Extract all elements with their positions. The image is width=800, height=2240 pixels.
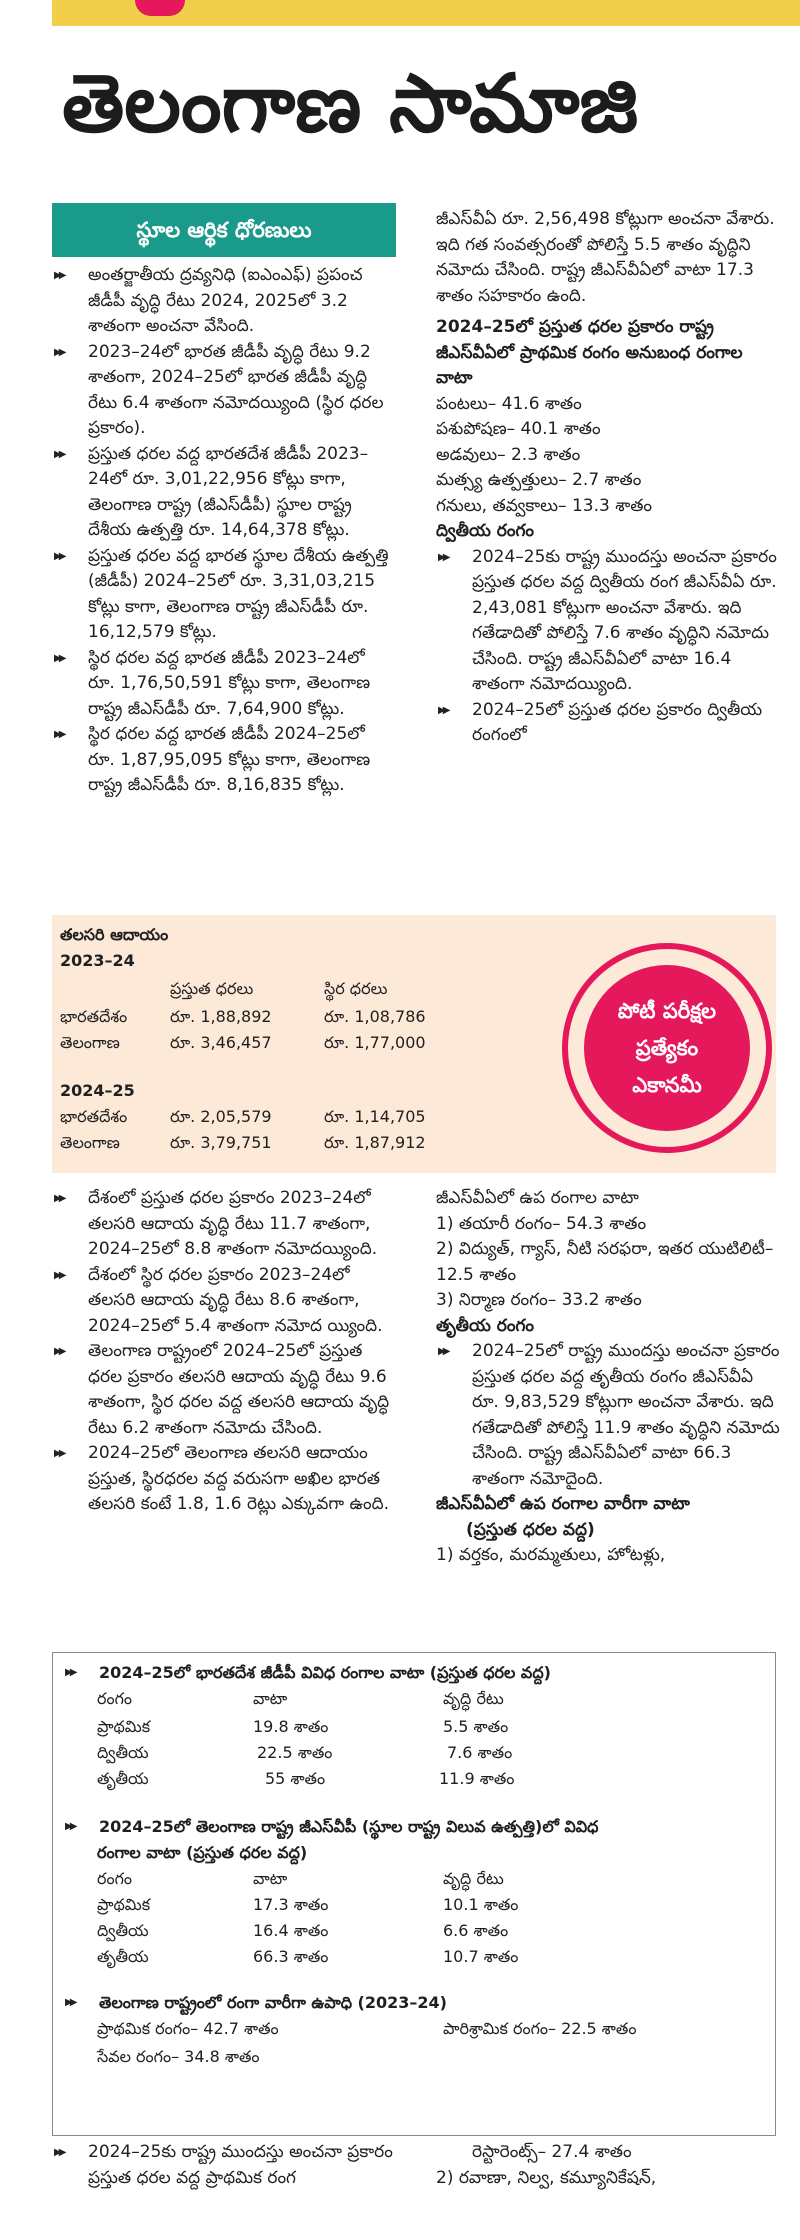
cell-value: రూ. 1,87,912	[324, 1133, 426, 1152]
list-item: 1) వర్తకం, మరమ్మతులు, హోటళ్లు,	[436, 1545, 666, 1565]
box-heading: ▶▶ 2024–25లో భారతదేశ జీడీపీ వివిధ రంగాల వాటా (ప్రస్తుత ధరల వద్ద)	[63, 1661, 551, 1685]
column-header: ప్రస్తుత ధరలు	[170, 979, 254, 998]
badge-line: ఎకానమీ	[632, 1072, 702, 1097]
cell-value: ప్రాథమిక రంగం– 42.7 శాతం	[97, 2019, 279, 2038]
cell-value: 66.3 శాతం	[253, 1947, 329, 1966]
list-item: ▶▶ 2024–25కు రాష్ట్ర ముందస్తు అంచనా ప్రకారం ప్రస్తుత ధరల వద్ద ద్వితీయ రంగ జీఎస్‌వీఏ రూ. 2,43,081 కోట్లుగా అంచనా వేశారు. ఇది గతేడాదితో పోలిస్తే 7.6 శాతం వృద్ధిని నమోదు చేసింది. రాష్ట్ర జీఎస్‌వీఏలో వాటా 16.4 శాతంగా నమోదయ్యింది.	[436, 545, 780, 698]
cell-value: రూ. 1,77,000	[324, 1033, 426, 1052]
right-top-column	[436, 207, 780, 749]
cell-value: రూ. 2,05,579	[170, 1107, 272, 1126]
left-top-column	[52, 203, 396, 799]
cell-value: 55 శాతం	[265, 1769, 326, 1788]
subheading: (ప్రస్తుత ధరల వద్ద)	[466, 1519, 595, 1540]
list-item: 2) రవాణా, నిల్వ, కమ్యూనికేషన్,	[436, 2167, 657, 2188]
list-item: ▶▶ 2024–25కు రాష్ట్ర ముందస్తు అంచనా ప్రకారం ప్రస్తుత ధరల వద్ద ప్రాథమిక రంగ	[52, 2140, 396, 2191]
column-header: వృద్ధి రేటు	[443, 1689, 504, 1708]
list-item: ▶▶ తెలంగాణ రాష్ట్రంలో 2024–25లో ప్రస్తుత ధరల ప్రకారం తలసరి ఆదాయ వృద్ధి రేటు 9.6 శాతంగా, స్థిర ధరల వద్ద తలసరి ఆదాయ వృద్ధి రేటు 6.2 శాతంగా నమోదు చేసింది.	[52, 1339, 396, 1441]
column-header: రంగం	[97, 1869, 133, 1888]
list-item: ▶▶ స్థిర ధరల వద్ద భారత జీడీపీ 2024–25లో రూ. 1,87,95,095 కోట్లు కాగా, తెలంగాణ రాష్ట్ర జీఎస్‌డీపీ రూ. 8,16,835 కోట్లు.	[52, 722, 396, 799]
row-label: తెలంగాణ	[60, 1133, 120, 1152]
box-heading: ▶▶ తెలంగాణ రాష్ట్రంలో రంగా వారీగా ఉపాధి (2023–24)	[63, 1991, 447, 2015]
cell-value: పారిశ్రామిక రంగం– 22.5 శాతం	[443, 2019, 637, 2038]
list-item: ▶▶ ప్రస్తుత ధరల వద్ద భారతదేశ జీడీపీ 2023–24లో రూ. 3,01,22,956 కోట్లు కాగా, తెలంగాణ రాష్ట్ర (జీఎస్‌డీపీ) స్థూల రాష్ట్ర దేశీయ ఉత్పత్తి రూ. 14,64,378 కోట్లు.	[52, 442, 396, 544]
bottom-left-column	[52, 2140, 396, 2191]
list-item: అడవులు– 2.3 శాతం	[436, 444, 581, 465]
paragraph: జీఎస్‌వీఏలో ఉప రంగాల వాటా	[436, 1188, 639, 1208]
badge-line: పోటీ పరీక్షల	[617, 998, 717, 1023]
cell-value: ప్రాథమిక	[97, 1895, 151, 1914]
list-item: రెస్టారెంట్స్‌– 27.4 శాతం	[472, 2142, 632, 2162]
page-title: తెలంగాణ సామాజి	[62, 57, 638, 150]
column-header: స్థిర ధరలు	[324, 979, 388, 998]
list-item: ▶▶ 2024–25లో ప్రస్తుత ధరల ప్రకారం ద్వితీయ రంగంలో	[436, 698, 780, 749]
subheading: జీఎస్‌వీఏలో ఉప రంగాల వారీగా వాటా	[436, 1494, 690, 1514]
list-item: ▶▶ స్థిర ధరల వద్ద భారత జీడీపీ 2023–24లో రూ. 1,76,50,591 కోట్లు కాగా, తెలంగాణ రాష్ట్ర జీఎస్‌డీపీ రూ. 7,64,900 కోట్లు.	[52, 646, 396, 723]
list-item: 1) తయారీ రంగం– 54.3 శాతం	[436, 1213, 647, 1234]
column-header: రంగం	[97, 1689, 133, 1708]
list-item: ▶▶ ప్రస్తుత ధరల వద్ద భారత స్థూల దేశీయ ఉత్పత్తి (జీడీపీ) 2024–25లో రూ. 3,31,03,215 కోట్లు కాగా, తెలంగాణ రాష్ట్ర జీఎస్‌డీపీ రూ. 16,12,579 కోట్లు.	[52, 544, 396, 646]
cell-value: రూ. 1,08,786	[324, 1007, 426, 1026]
cell-value: 17.3 శాతం	[253, 1895, 329, 1914]
cell-value: రూ. 3,79,751	[170, 1133, 272, 1152]
cell-value: 22.5 శాతం	[257, 1743, 333, 1762]
cell-value: తృతీయ	[97, 1947, 149, 1966]
right-mid-column	[436, 1186, 780, 1569]
badge-line: ప్రత్యేకం	[635, 1035, 699, 1060]
list-item: మత్స్య ఉత్పత్తులు– 2.7 శాతం	[436, 470, 642, 490]
panel-heading: తలసరి ఆదాయం	[60, 925, 169, 944]
list-item: ▶▶ అంతర్జాతీయ ద్రవ్యనిధి (ఐఎంఎఫ్) ప్రపంచ జీడీపీ వృద్ధి రేటు 2024, 2025లో 3.2 శాతంగా అంచనా వేసింది.	[52, 263, 396, 340]
subheading: 2024–25లో ప్రస్తుత ధరల ప్రకారం రాష్ట్ర జీఎస్‌వీఏలో ప్రాథమిక రంగం అనుబంధ రంగాల వాటా	[436, 317, 743, 388]
cell-value: రూ. 1,14,705	[324, 1107, 426, 1126]
row-label: తెలంగాణ	[60, 1033, 120, 1052]
cell-value: సేవల రంగం– 34.8 శాతం	[97, 2047, 260, 2066]
column-header: వృద్ధి రేటు	[443, 1869, 504, 1888]
year-label: 2024–25	[60, 1081, 135, 1100]
per-capita-income-panel	[52, 915, 776, 1173]
list-item: గనులు, తవ్వకాలు– 13.3 శాతం	[436, 495, 653, 516]
section-heading: స్థూల ఆర్థిక ధోరణులు	[52, 203, 396, 257]
cell-value: రూ. 3,46,457	[170, 1033, 272, 1052]
special-badge	[584, 965, 750, 1131]
left-mid-column	[52, 1186, 396, 1518]
bottom-right-column	[436, 2140, 780, 2191]
subheading: తృతీయ రంగం	[436, 1315, 534, 1336]
cell-value: తృతీయ	[97, 1769, 149, 1788]
row-label: భారతదేశం	[60, 1007, 128, 1026]
cell-value: 10.1 శాతం	[443, 1895, 519, 1914]
list-item: ▶▶ దేశంలో ప్రస్తుత ధరల ప్రకారం 2023–24లో తలసరి ఆదాయ వృద్ధి రేటు 11.7 శాతంగా, 2024–25లో 8.8 శాతంగా నమోదయ్యింది.	[52, 1186, 396, 1263]
cell-value: 16.4 శాతం	[253, 1921, 329, 1940]
paragraph: జీఎస్‌వీఏ రూ. 2,56,498 కోట్లుగా అంచనా వేశారు. ఇది గత సంవత్సరంతో పోలిస్తే 5.5 శాతం వృద్ధిని నమోదు చేసింది. రాష్ట్ర జీఎస్‌వీఏలో వాటా 17.3 శాతం సహకారం ఉంది.	[436, 209, 775, 306]
cell-value: ప్రాథమిక	[97, 1717, 151, 1736]
cell-value: 6.6 శాతం	[443, 1921, 509, 1940]
list-item: ▶▶ 2024–25లో రాష్ట్ర ముందస్తు అంచనా ప్రకారం ప్రస్తుత ధరల వద్ద తృతీయ రంగం జీఎస్‌వీఏ రూ. 9,83,529 కోట్లుగా అంచనా వేశారు. ఇది గతేడాదితో పోలిస్తే 11.9 శాతం వృద్ధిని నమోదు చేసింది. రాష్ట్ర జీఎస్‌వీఏలో వాటా 66.3 శాతంగా నమోదైంది.	[436, 1339, 780, 1492]
list-item: ▶▶ 2023–24లో భారత జీడీపీ వృద్ధి రేటు 9.2 శాతంగా, 2024–25లో భారత జీడీపీ వృద్ధి రేటు 6.4 శాతంగా నమోదయ్యింది (స్థిర ధరల ప్రకారం).	[52, 340, 396, 442]
box-heading: ▶▶ 2024–25లో తెలంగాణ రాష్ట్ర జీఎస్‌వీపీ (స్థూల రాష్ట్ర విలువ ఉత్పత్తి)లో వివిధ	[63, 1815, 598, 1839]
sector-share-box	[52, 1652, 776, 2136]
subheading: ద్వితీయ రంగం	[436, 521, 534, 541]
row-label: భారతదేశం	[60, 1107, 128, 1126]
column-header: వాటా	[253, 1869, 288, 1888]
cell-value: ద్వితీయ	[97, 1743, 149, 1762]
list-item: 2) విద్యుత్, గ్యాస్, నీటి సరఫరా, ఇతర యుటిలిటీ– 12.5 శాతం	[436, 1239, 774, 1285]
cell-value: 10.7 శాతం	[443, 1947, 519, 1966]
cell-value: ద్వితీయ	[97, 1921, 149, 1940]
list-item: పంటలు– 41.6 శాతం	[436, 393, 582, 414]
column-header: వాటా	[253, 1689, 288, 1708]
list-item: ▶▶ దేశంలో స్థిర ధరల ప్రకారం 2023–24లో తలసరి ఆదాయ వృద్ధి రేటు 8.6 శాతంగా, 2024–25లో 5.4 శాతంగా నమోద య్యింది.	[52, 1263, 396, 1340]
list-item: పశుపోషణ– 40.1 శాతం	[436, 419, 601, 439]
cell-value: రూ. 1,88,892	[170, 1007, 272, 1026]
cell-value: 11.9 శాతం	[439, 1769, 515, 1788]
year-label: 2023–24	[60, 951, 135, 970]
cell-value: 5.5 శాతం	[443, 1717, 509, 1736]
cell-value: 19.8 శాతం	[253, 1717, 329, 1736]
list-item: ▶▶ 2024–25లో తెలంగాణ తలసరి ఆదాయం ప్రస్తుత, స్థిరధరల వద్ద వరుసగా అఖిల భారత తలసరి కంటే 1.8, 1.6 రెట్లు ఎక్కువగా ఉంది.	[52, 1441, 396, 1518]
list-item: 3) నిర్మాణ రంగం– 33.2 శాతం	[436, 1290, 642, 1310]
cell-value: 7.6 శాతం	[447, 1743, 513, 1762]
box-heading: రంగాల వాటా (ప్రస్తుత ధరల వద్ద)	[97, 1843, 308, 1862]
